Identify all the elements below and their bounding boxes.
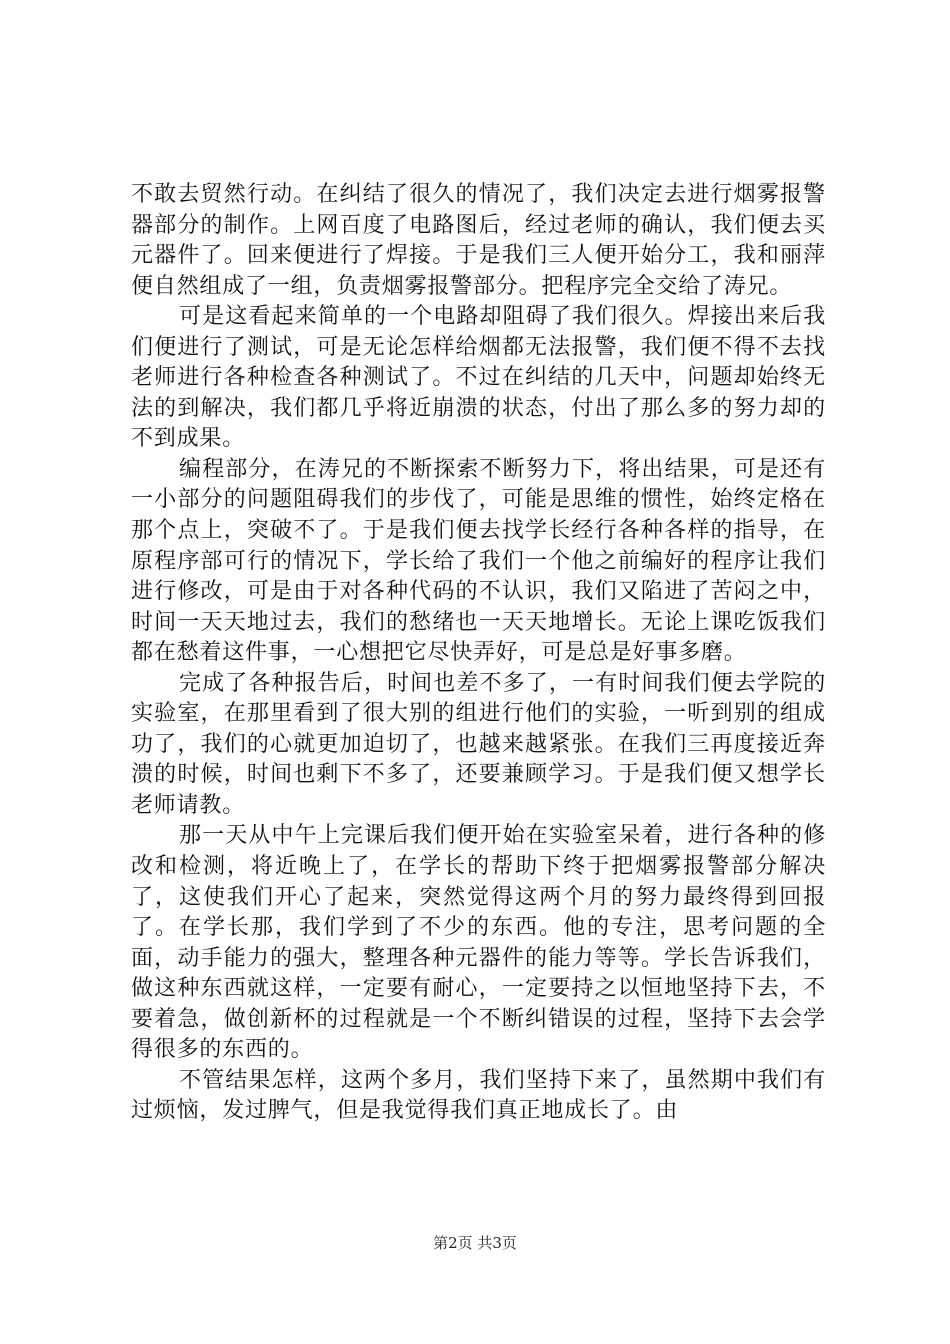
paragraph-6: 不管结果怎样，这两个多月，我们坚持下来了，虽然期中我们有过烦恼，发过脾气，但是我觉得我们真正地成长了。由	[131, 1067, 826, 1124]
document-body	[131, 180, 826, 1127]
paragraph-4: 完成了各种报告后，时间也差不多了，一有时间我们便去学院的实验室，在那里看到了很大别的组进行他们的实验，一听到别的组成功了，我们的心就更加迫切了，也越来越紧张。在我们三再度接近奔溃的时候，时间也剩下不多了，还要兼顾学习。于是我们便又想学长老师请教。	[131, 670, 826, 818]
paragraph-2: 可是这看起来简单的一个电路却阻碍了我们很久。焊接出来后我们便进行了测试，可是无论怎样给烟都无法报警，我们便不得不去找老师进行各种检查各种测试了。不过在纠结的几天中，问题却始终无法的到解决，我们都几乎将近崩溃的状态，付出了那么多的努力却的不到成果。	[131, 304, 826, 452]
paragraph-1: 不敢去贸然行动。在纠结了很久的情况了，我们决定去进行烟雾报警器部分的制作。上网百度了电路图后，经过老师的确认，我们便去买元器件了。回来便进行了焊接。于是我们三人便开始分工，我和丽萍便自然组成了一组，负责烟雾报警部分。把程序完全交给了涛兄。	[131, 182, 826, 299]
paragraph-5: 那一天从中午上完课后我们便开始在实验室呆着，进行各种的修改和检测，将近晚上了，在学长的帮助下终于把烟雾报警部分解决了，这使我们开心了起来，突然觉得这两个月的努力最终得到回报了。在学长那，我们学到了不少的东西。他的专注，思考问题的全面，动手能力的强大，整理各种元器件的能力等等。学长告诉我们，做这种东西就这样，一定要有耐心，一定要持之以恒地坚持下去，不要着急，做创新杯的过程就是一个不断纠错误的过程，坚持下去会学得很多的东西的。	[131, 823, 826, 1063]
page-footer: 第2页 共3页	[433, 1234, 517, 1252]
paragraph-3: 编程部分，在涛兄的不断探索不断努力下，将出结果，可是还有一小部分的问题阻碍我们的步伐了，可能是思维的惯性，始终定格在那个点上，突破不了。于是我们便去找学长经行各种各样的指导，在原程序部可行的情况下，学长给了我们一个他之前编好的程序让我们进行修改，可是由于对各种代码的不认识，我们又陷进了苦闷之中，时间一天天地过去，我们的愁绪也一天天地增长。无论上课吃饭我们都在愁着这件事，一心想把它尽快弄好，可是总是好事多磨。	[131, 456, 826, 666]
